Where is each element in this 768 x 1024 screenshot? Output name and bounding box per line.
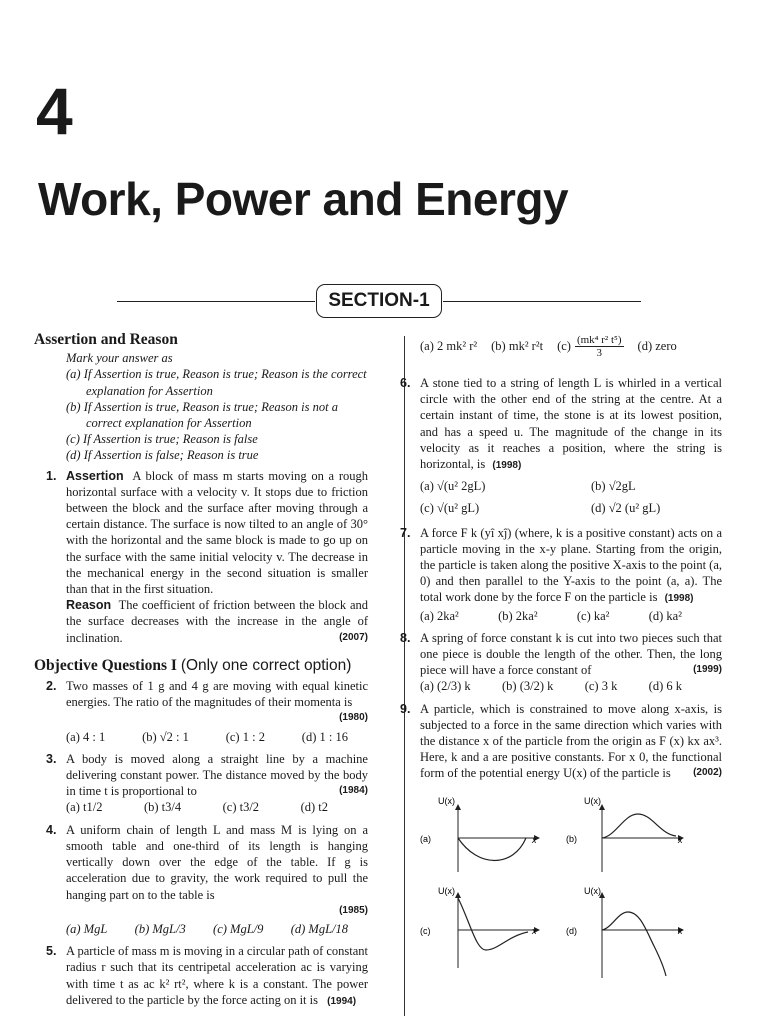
option-c: (c) √(u² gL)	[420, 501, 480, 516]
option-d: (d) ka²	[648, 608, 682, 623]
right-column	[400, 334, 723, 782]
graph-b	[566, 796, 696, 876]
question-number: 5.	[46, 944, 57, 959]
assertion-label: Assertion	[66, 468, 124, 483]
graph-d	[566, 884, 696, 980]
year-tag: (1994)	[327, 995, 357, 1007]
option-a: (a) (2/3) k	[420, 679, 471, 694]
question-number: 7.	[400, 525, 411, 540]
question-number: 9.	[400, 701, 411, 716]
ar-option-b: (b) If Assertion is true, Reason is true; Reason is not a correct explanation for Assertion	[66, 399, 338, 431]
question-text: A force F k (yî xĵ) (where, k is a positive constant) acts on a particle moving in the x-y plane. Starting from the origin, the particle is taken along the positive X-axis to the point (a, 0) and then parallel to the Y-axis to the point (a, a). The total work done by the force F on the particle is	[420, 525, 723, 605]
option-c: (c) ka²	[576, 608, 610, 623]
x-axis-label: x	[532, 926, 537, 936]
question-text: A uniform chain of length L and mass M is lying on a smooth table and one-third of its length is hanging vertically down over the edge of the table. If g is acceleration due to gravity, the work required to pull the hanging part on to the table is	[66, 822, 368, 902]
question-4	[34, 822, 368, 937]
year-tag: (2002)	[693, 767, 722, 779]
year-tag: (1998)	[664, 593, 694, 605]
ar-option-a: (a) If Assertion is true, Reason is true; Reason is the correct explanation for Assertion	[66, 367, 367, 398]
option-c-label: (c)	[557, 339, 571, 354]
column-divider	[404, 336, 405, 1016]
year-tag: (1984)	[339, 785, 368, 797]
curve	[458, 898, 528, 950]
year-tag: (2007)	[339, 631, 368, 643]
instruction-text: Mark your answer as	[66, 351, 173, 366]
option-c: (c) MgL/9	[213, 921, 264, 936]
question-text: A body is moved along a straight line by a machine delivering constant power. The distance moved by the body in time t is proportional to	[66, 751, 368, 799]
question-7	[400, 525, 723, 624]
graph-c	[418, 884, 548, 970]
objective-title: Objective Questions I	[34, 656, 177, 674]
graph-label: (a)	[420, 834, 431, 844]
option-d: (d) zero	[637, 339, 677, 354]
reason-label: Reason	[66, 598, 112, 613]
year-tag: (1985)	[339, 904, 368, 916]
question-6	[400, 375, 722, 517]
question-number: 4.	[46, 822, 57, 837]
option-c: (c) t3/2	[222, 800, 260, 815]
option-d: (d) √2 (u² gL)	[591, 501, 661, 516]
question-text: A particle of mass m is moving in a circular path of constant radius r such that its centripetal acceleration ac is varying with time t as ac k² rt², where k is a constant. The power delivered to the particle by the force acting on it is	[66, 944, 369, 1007]
option-b: (b) √2 : 1	[142, 729, 189, 744]
curve	[602, 912, 666, 976]
question-text: A stone tied to a string of length L is whirled in a vertical circle with the other end of the string at the centre. At a certain instant of time, the stone is at its lowest position, and has a speed u. The magnitude of the change in its velocity as it reaches a position, where the string is horizontal, is	[420, 376, 722, 472]
reason-text: The coefficient of friction between the block and the surface decreases with the increase in the angle of inclination.	[66, 598, 368, 645]
option-c: (c) 3 k	[584, 679, 618, 694]
option-a: (a) MgL	[66, 921, 108, 936]
question-9	[400, 701, 722, 782]
graph-label: (b)	[566, 834, 577, 844]
question-number: 3.	[46, 751, 57, 766]
ar-option-c: (c) If Assertion is true; Reason is false	[66, 432, 258, 447]
option-c: (c) 1 : 2	[225, 729, 265, 744]
question-number: 2.	[46, 679, 57, 694]
objective-subtitle: (Only one correct option)	[180, 656, 352, 674]
option-b: (b) (3/2) k	[502, 679, 554, 694]
curve	[458, 838, 526, 861]
option-a: (a) 4 : 1	[66, 729, 106, 744]
option-d: (d) 1 : 16	[301, 729, 348, 744]
option-a: (a) 2 mk² r²	[420, 339, 478, 354]
question-8	[400, 630, 722, 695]
option-d: (d) MgL/18	[290, 921, 348, 936]
graph-label: (d)	[566, 926, 577, 936]
chapter-number: 4	[36, 74, 73, 148]
objective-heading	[34, 658, 368, 674]
fraction-denominator: 3	[596, 347, 602, 359]
assertion-text: A block of mass m starts moving on a rough horizontal surface with a velocity v. It stops due to friction between the block and the surface after moving through a certain distance. The surface is now tilted to an angle of 30° with the horizontal and the same block is made to go up on the surface with the same initial velocity v. The decrease in the mechanical energy in the second situation is smaller than that in the first situation.	[66, 468, 368, 597]
ar-option-d: (d) If Assertion is false; Reason is true	[66, 448, 259, 463]
question-1	[34, 468, 368, 646]
question-5	[34, 943, 368, 1010]
option-b: (b) MgL/3	[134, 921, 186, 936]
question-3	[34, 751, 368, 816]
option-b: (b) 2ka²	[498, 608, 538, 623]
fraction-numerator: (mk⁴ r² t⁵)	[576, 334, 622, 346]
y-axis-label: U(x)	[438, 886, 455, 896]
year-tag: (1980)	[339, 712, 368, 724]
section-heading: SECTION-1	[316, 284, 442, 318]
x-axis-label: x	[678, 835, 683, 845]
option-c	[557, 334, 623, 359]
option-b: (b) √2gL	[591, 479, 636, 494]
question-number: 1.	[46, 468, 57, 483]
curve	[602, 814, 676, 838]
year-tag: (1999)	[693, 664, 722, 676]
option-d: (d) 6 k	[648, 679, 682, 694]
question-number: 8.	[400, 630, 411, 645]
year-tag: (1998)	[492, 460, 522, 472]
question-2	[34, 678, 368, 745]
question-number: 6.	[400, 376, 411, 390]
chapter-title: Work, Power and Energy	[38, 173, 569, 225]
question-text: Two masses of 1 g and 4 g are moving with equal kinetic energies. The ratio of the magnitudes of their momenta is	[66, 679, 368, 710]
option-b: (b) t3/4	[143, 800, 182, 815]
option-d: (d) t2	[300, 800, 328, 815]
left-column	[34, 332, 368, 1010]
x-axis-label: x	[678, 926, 683, 936]
q5-options	[420, 334, 722, 359]
graph-label: (c)	[420, 926, 431, 936]
option-a: (a) √(u² 2gL)	[420, 479, 486, 494]
y-axis-label: U(x)	[584, 886, 601, 896]
y-axis-label: U(x)	[584, 796, 601, 806]
option-b: (b) mk² r²t	[491, 339, 544, 354]
option-a: (a) t1/2	[66, 800, 103, 815]
y-axis-label: U(x)	[438, 796, 455, 806]
option-a: (a) 2ka²	[420, 608, 459, 623]
graph-a	[418, 796, 548, 876]
x-axis-label: x	[532, 835, 537, 845]
question-text: A spring of force constant k is cut into two pieces such that one piece is double the length of the other. Then, the long piece will have a force constant of	[420, 630, 722, 678]
question-text: A particle, which is constrained to move along x-axis, is subjected to a force in the same direction which varies with the distance x of the particle from the origin as F (x) kx ax³. Here, k and a are positive constants. For x 0, the functional form of the potential energy U(x) of the particle is	[420, 701, 722, 781]
assertion-reason-heading: Assertion and Reason	[34, 331, 178, 348]
